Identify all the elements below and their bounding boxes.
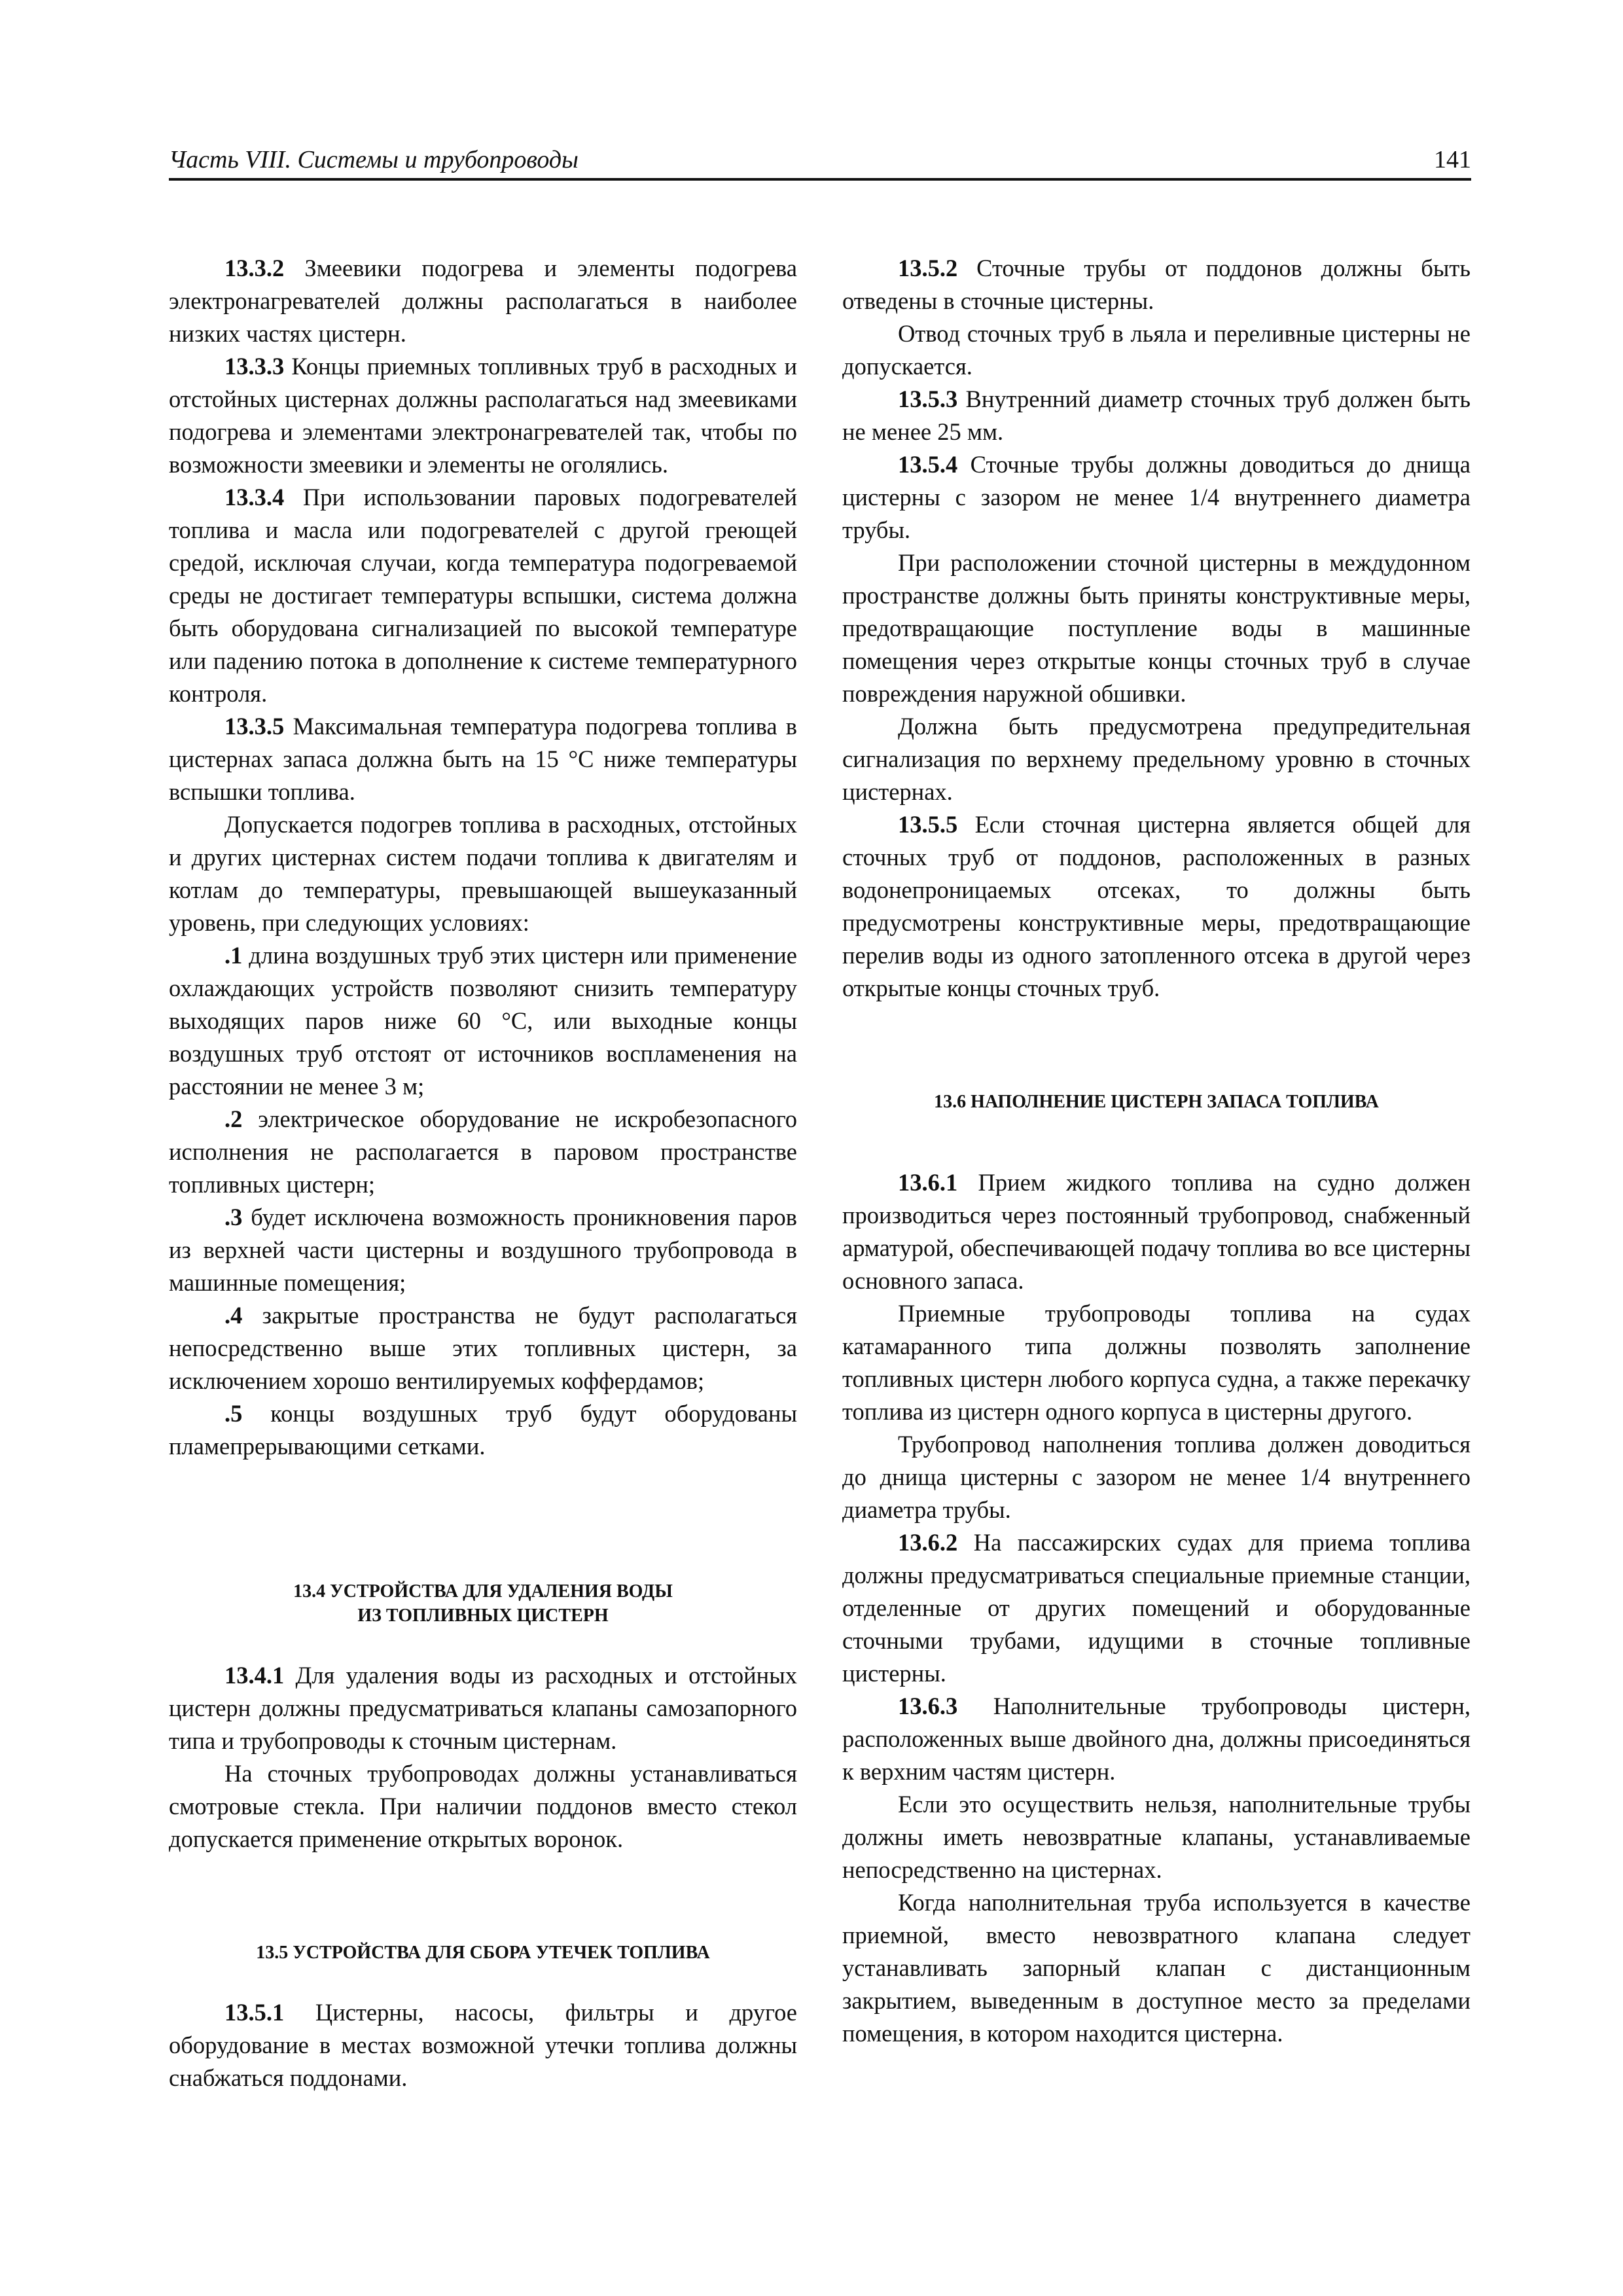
section-title-13-4 xyxy=(169,1579,797,1628)
item-text: концы воздушных труб будут оборудованы пламепрерывающими сетками. xyxy=(169,1400,797,1460)
clause-text: Наполнительные трубопроводы цистерн, расположенных выше двойного дна, должны присоединяться к верхним частям цистерн. xyxy=(842,1693,1471,1785)
paragraph-13-5-5 xyxy=(842,808,1471,1005)
paragraph-13-4-1 xyxy=(169,1659,797,1757)
paragraph-bilge-drain: Отвод сточных труб в льяла и переливные цистерны не допускается. xyxy=(842,320,1471,380)
page-header xyxy=(169,145,1471,178)
paragraph-13-3-4 xyxy=(169,481,797,710)
section-title-13-5: 13.5 УСТРОЙСТВА ДЛЯ СБОРА УТЕЧЕК ТОПЛИВА xyxy=(256,1943,710,1963)
clause-text: Если сточная цистерна является общей для сточных труб от поддонов, расположенных в разных водонепроницаемых отсеках, то должны быть предусмотрены конструктивные меры, предотвращающие перелив воды из одного затопленного отсека в другой через открытые концы сточных труб. xyxy=(842,811,1471,1001)
clause-number: 13.3.5 xyxy=(224,713,285,740)
paragraph-13-6-1 xyxy=(842,1166,1471,1297)
clause-text: Сточные трубы от поддонов должны быть отведены в сточные цистерны. xyxy=(842,255,1471,314)
paragraph-13-3-5 xyxy=(169,710,797,808)
clause-number: 13.3.3 xyxy=(224,353,285,380)
clause-number: 13.5.3 xyxy=(898,386,958,412)
paragraph-13-5-2 xyxy=(842,252,1471,317)
paragraph-13-5-1 xyxy=(169,1996,797,2094)
clause-number: 13.6.1 xyxy=(898,1169,958,1196)
list-item-1 xyxy=(169,939,797,1103)
clause-text: При использовании паровых подогревателей топлива и масла или подогревателей с другой греющей средой, исключая случаи, когда температура подогреваемой среды не достигает температуры вспышки, система должна быть оборудована сигнализацией по высокой температуре или падению потока в дополнение к системе температурного контроля. xyxy=(169,484,797,707)
clause-text: Для удаления воды из расходных и отстойных цистерн должны предусматриваться клапаны самозапорного типа и трубопроводы к сточным цистернам. xyxy=(169,1662,797,1754)
clause-text: Цистерны, насосы, фильтры и другое оборудование в местах возможной утечки топлива должны снабжаться поддонами. xyxy=(169,1999,797,2091)
item-number: .1 xyxy=(224,942,243,969)
item-text: будет исключена возможность проникновения паров из верхней части цистерны и воздушного трубопровода в машинные помещения; xyxy=(169,1204,797,1296)
item-number: .5 xyxy=(224,1400,243,1427)
left-column xyxy=(169,252,797,2094)
clause-text: Прием жидкого топлива на судно должен производиться через постоянный трубопровод, снабженный арматурой, обеспечивающей подачу топлива во все цистерны основного запаса. xyxy=(842,1169,1471,1294)
clause-text: Внутренний диаметр сточных труб должен быть не менее 25 мм. xyxy=(842,386,1471,445)
running-title: Часть VIII. Системы и трубопроводы xyxy=(169,146,579,173)
item-text: электрическое оборудование не искробезопасного исполнения не располагается в паровом пространстве топливных цистерн; xyxy=(169,1105,797,1198)
clause-text: На пассажирских судах для приема топлива должны предусматриваться специальные приемные станции, отделенные от других помещений и оборудованные сточными трубами, идущими в сточные топливные цистерны. xyxy=(842,1529,1471,1687)
clause-number: 13.6.3 xyxy=(898,1693,958,1719)
right-column xyxy=(842,252,1471,2050)
page-number: 141 xyxy=(1434,146,1471,173)
clause-number: 13.3.4 xyxy=(224,484,285,511)
list-item-3 xyxy=(169,1201,797,1299)
list-item-4 xyxy=(169,1299,797,1397)
clause-number: 13.3.2 xyxy=(224,255,285,281)
paragraph-13-3-3 xyxy=(169,350,797,481)
clause-number: 13.4.1 xyxy=(224,1662,285,1689)
paragraph-sight-glasses: На сточных трубопроводах должны устанавливаться смотровые стекла. При наличии поддонов вместо стекол допускается применение открытых воронок. xyxy=(169,1760,797,1852)
section-title-line: ИЗ ТОПЛИВНЫХ ЦИСТЕРН xyxy=(357,1605,609,1626)
paragraph-non-return-valves: Если это осуществить нельзя, наполнительные трубы должны иметь невозвратные клапаны, устанавливаемые непосредственно на цистернах. xyxy=(842,1791,1471,1883)
clause-number: 13.5.4 xyxy=(898,451,958,478)
header-rule xyxy=(169,178,1471,181)
clause-text: Максимальная температура подогрева топлива в цистернах запаса должна быть на 15 °С ниже температуры вспышки топлива. xyxy=(169,713,797,805)
paragraph-filling-pipe: Трубопровод наполнения топлива должен доводиться до днища цистерны с зазором не менее 1/4 внутреннего диаметра трубы. xyxy=(842,1431,1471,1523)
clause-text: Сточные трубы должны доводиться до днища цистерны с зазором не менее 1/4 внутреннего диаметра трубы. xyxy=(842,451,1471,543)
clause-number: 13.5.1 xyxy=(224,1999,285,2026)
paragraph-13-5-4 xyxy=(842,448,1471,547)
paragraph-13-6-2 xyxy=(842,1526,1471,1690)
clause-text: Концы приемных топливных труб в расходных и отстойных цистернах должны располагаться над змеевиками подогрева и элементами электронагревателей так, чтобы по возможности змеевики и элементы не оголялись. xyxy=(169,353,797,478)
section-title-13-6: 13.6 НАПОЛНЕНИЕ ЦИСТЕРН ЗАПАСА ТОПЛИВА xyxy=(934,1092,1379,1112)
paragraph-double-bottom: При расположении сточной цистерны в междудонном пространстве должны быть приняты конструктивные меры, предотвращающие поступление воды в машинные помещения через открытые концы сточных труб в случае повреждения наружной обшивки. xyxy=(842,549,1471,707)
paragraph-13-6-3 xyxy=(842,1690,1471,1788)
item-text: закрытые пространства не будут располагаться непосредственно выше этих топливных цистерн, за исключением хорошо вентилируемых коффердамов; xyxy=(169,1302,797,1394)
clause-number: 13.5.5 xyxy=(898,811,958,838)
clause-number: 13.6.2 xyxy=(898,1529,958,1556)
item-number: .4 xyxy=(224,1302,243,1329)
section-title-line: 13.4 УСТРОЙСТВА ДЛЯ УДАЛЕНИЯ ВОДЫ xyxy=(293,1581,673,1602)
paragraph-alarm: Должна быть предусмотрена предупредительная сигнализация по верхнему предельному уровню в сточных цистернах. xyxy=(842,713,1471,805)
item-text: длина воздушных труб этих цистерн или применение охлаждающих устройств позволяют снизить температуру выходящих паров ниже 60 °С, или выходные концы воздушных труб отстоят от источников воспламенения на расстоянии не менее 3 м; xyxy=(169,942,797,1100)
list-item-5 xyxy=(169,1397,797,1463)
list-item-2 xyxy=(169,1103,797,1201)
paragraph-13-5-3 xyxy=(842,383,1471,448)
item-number: .3 xyxy=(224,1204,243,1230)
paragraph-shutoff-valve: Когда наполнительная труба используется в качестве приемной, вместо невозвратного клапана следует устанавливать запорный клапан с дистанционным закрытием, выведенным в доступное место за пределами помещения, в котором находится цистерна. xyxy=(842,1889,1471,2047)
clause-number: 13.5.2 xyxy=(898,255,958,281)
paragraph-heating-conditions: Допускается подогрев топлива в расходных, отстойных и других цистернах систем подачи топлива к двигателям и котлам до температуры, превышающей вышеуказанный уровень, при следующих условиях: xyxy=(169,811,797,936)
clause-text: Змеевики подогрева и элементы подогрева электронагревателей должны располагаться в наиболее низких частях цистерн. xyxy=(169,255,797,347)
item-number: .2 xyxy=(224,1105,243,1132)
paragraph-catamaran: Приемные трубопроводы топлива на судах катамаранного типа должны позволять заполнение топливных цистерн любого корпуса судна, а также перекачку топлива из цистерн одного корпуса в цистерны другого. xyxy=(842,1300,1471,1425)
paragraph-13-3-2 xyxy=(169,252,797,350)
